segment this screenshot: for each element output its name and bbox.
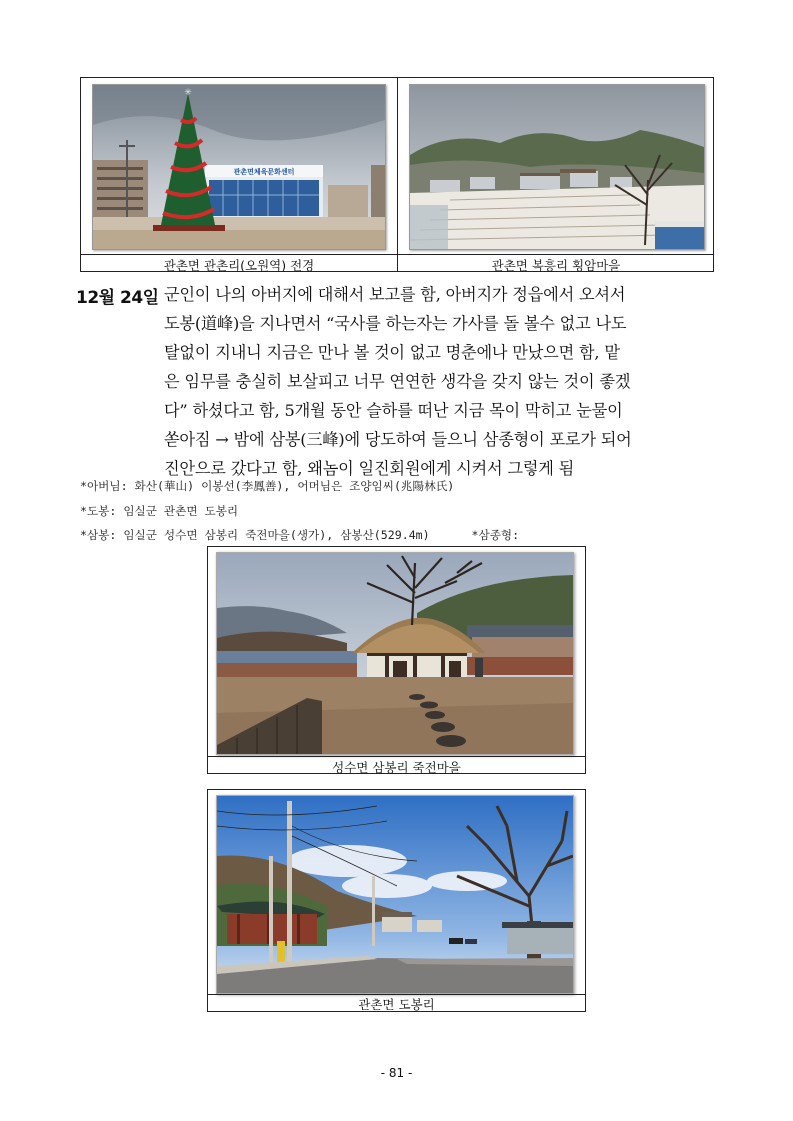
- photo-snow-village: [409, 84, 705, 250]
- photo-frame-bottom: [207, 789, 586, 1012]
- photo-caption-bottom: 관촌면 도봉리: [358, 997, 435, 1012]
- photo-village-road: [216, 795, 574, 994]
- footnotes: [80, 474, 519, 548]
- svg-text:✳: ✳: [184, 88, 192, 98]
- entry-line: 탈없이 지내니 지금은 만나 볼 것이 없고 명춘에나 만났으면 함, 맡: [164, 343, 620, 362]
- photo-caption-right: 관촌면 복흥리 횡암마을: [491, 258, 621, 273]
- entry-line: 쏟아짐 → 밤에 삼봉(三峰)에 당도하여 들으니 삼종형이 포로가 되어: [164, 430, 632, 449]
- entry-paragraph: [164, 280, 716, 483]
- caption-rule: [81, 254, 713, 255]
- entry-line: 군인이 나의 아버지에 대해서 보고를 함, 아버지가 정읍에서 오셔서: [164, 285, 626, 304]
- footnote-dobong: *도봉: 임실군 관촌면 도봉리: [80, 503, 239, 518]
- photo-frame-middle: [207, 546, 586, 774]
- entry-line: 도봉(道峰)을 지나면서 “국사를 하는자는 가사를 돌 볼수 없고 나도: [164, 314, 627, 333]
- entry-line: 진안으로 갔다고 함, 왜놈이 일진회원에게 시켜서 그렇게 됨: [164, 459, 575, 478]
- photo-caption-middle: 성수면 삼봉리 죽전마을: [332, 760, 461, 775]
- page-number: - 81 -: [380, 1066, 413, 1080]
- entry-line: 은 임무를 충실히 보살피고 너무 연연한 생각을 갖지 않는 것이 좋겠: [164, 372, 631, 391]
- photo-caption-left: 관촌면 관촌리(오원역) 전경: [163, 258, 315, 273]
- photo-table: [80, 77, 714, 272]
- building-sign: 관촌면체육문화센터: [233, 168, 295, 176]
- table-divider: [397, 78, 398, 271]
- footnote-father: *아버님: 화산(華山) 이봉선(李鳳善), 어머님은 조양임씨(兆陽林氏): [80, 479, 455, 493]
- photo-town-tree: [92, 84, 386, 250]
- entry-line: 다” 하셨다고 함, 5개월 동안 슬하를 떠난 지금 목이 막히고 눈물이: [164, 401, 623, 420]
- caption-rule: [208, 756, 585, 757]
- photo-thatched-house: [216, 552, 574, 755]
- entry-date: 12월 24일: [76, 288, 159, 308]
- footnote-sambong: *삼봉: 임실군 성수면 삼봉리 죽전마을(생가), 삼봉산(529.4m) *삼종형:: [80, 528, 520, 542]
